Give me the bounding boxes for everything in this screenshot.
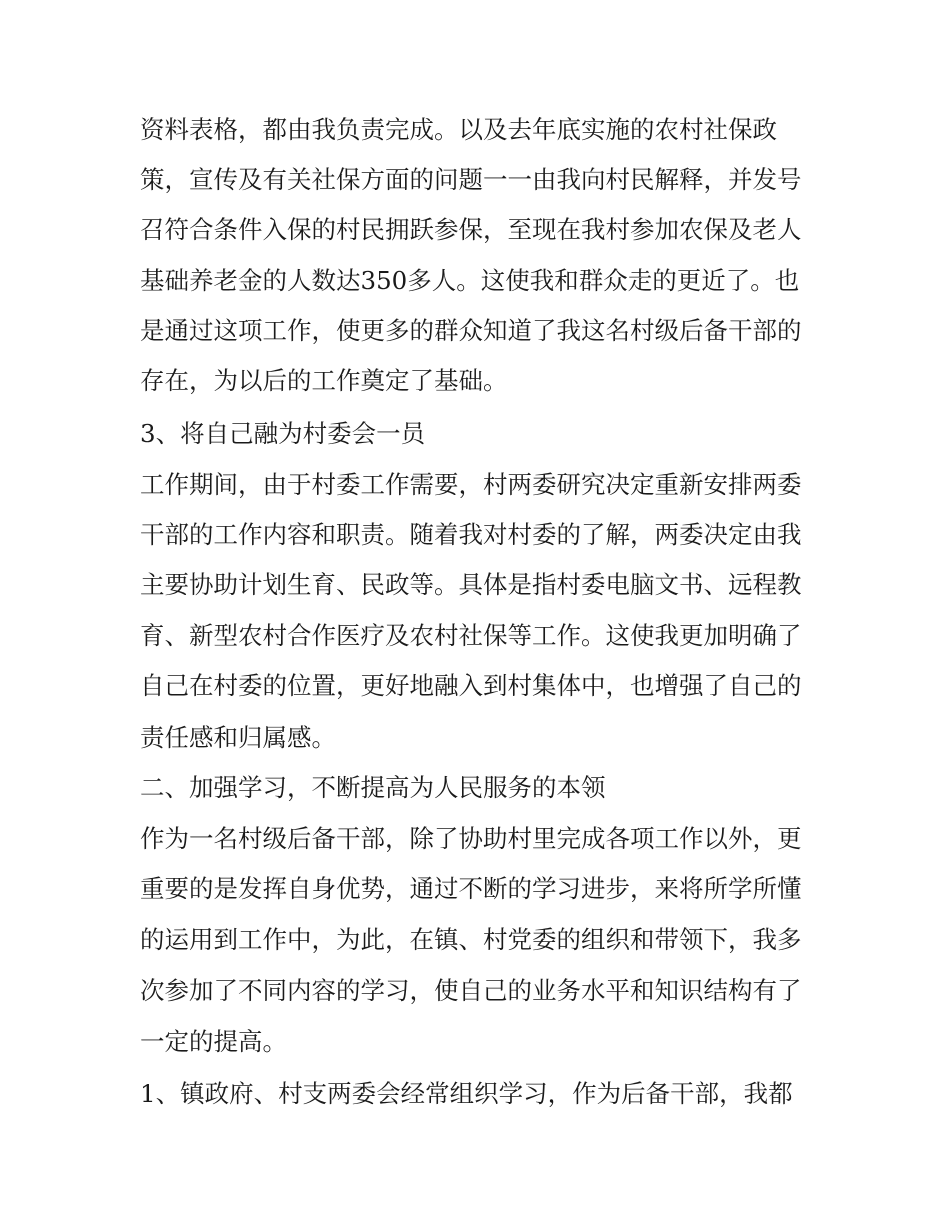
text-line: 工作期间，由于村委工作需要，村两委研究决定重新安排两委	[140, 470, 802, 499]
text-line: 是通过这项工作，使更多的群众知道了我这名村级后备干部的	[140, 316, 802, 345]
text-line: 育、新型农村合作医疗及农村社保等工作。这使我更加明确了	[140, 621, 802, 650]
text-line: 基础养老金的人数达350多人。这使我和群众走的更近了。也	[140, 266, 800, 295]
text-line: 重要的是发挥自身优势，通过不断的学习进步，来将所学所懂	[140, 874, 802, 903]
text-line: 的运用到工作中，为此，在镇、村党委的组织和带领下，我多	[140, 925, 802, 954]
text-line: 召符合条件入保的村民拥跃参保，至现在我村参加农保及老人	[140, 215, 802, 244]
text-line: 资料表格，都由我负责完成。以及去年底实施的农村社保政	[140, 115, 777, 144]
text-line: 自己在村委的位置，更好地融入到村集体中，也增强了自己的	[140, 671, 802, 700]
section-heading: 3、将自己融为村委会一员	[140, 419, 426, 448]
text-line: 一定的提高。	[140, 1027, 287, 1056]
text-line: 存在，为以后的工作奠定了基础。	[140, 366, 508, 395]
text-line: 次参加了不同内容的学习，使自己的业务水平和知识结构有了	[140, 976, 802, 1005]
text-line: 干部的工作内容和职责。随着我对村委的了解，两委决定由我	[140, 520, 802, 549]
text-line: 责任感和归属感。	[140, 723, 336, 752]
section-heading: 1、镇政府、村支两委会经常组织学习，作为后备干部，我都	[140, 1079, 793, 1108]
section-heading: 二、加强学习，不断提高为人民服务的本领	[140, 773, 606, 802]
text-line: 作为一名村级后备干部，除了协助村里完成各项工作以外，更	[140, 824, 802, 853]
text-line: 主要协助计划生育、民政等。具体是指村委电脑文书、远程教	[140, 570, 802, 599]
text-line: 策，宣传及有关社保方面的问题一一由我向村民解释，并发号	[140, 165, 802, 194]
